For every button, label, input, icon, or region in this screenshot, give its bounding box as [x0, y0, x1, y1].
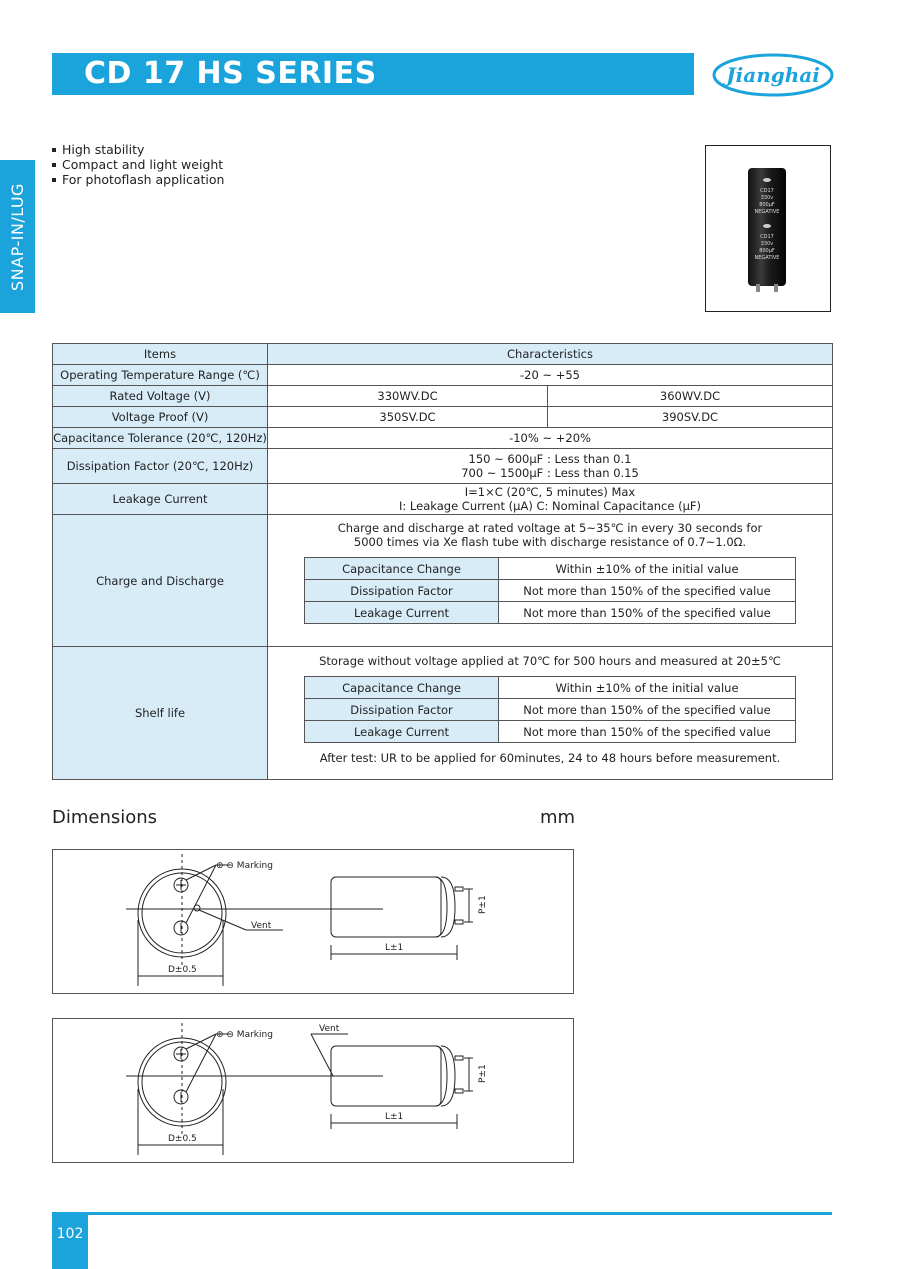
leakage-line: I=1×C (20℃, 5 minutes) Max: [464, 485, 636, 499]
page-number: 102: [56, 1226, 84, 1242]
dimension-drawing-2: [52, 1018, 574, 1163]
photo-marking: CD17: [760, 188, 774, 194]
row-label: Rated Voltage (V): [53, 386, 268, 407]
sub-key: Leakage Current: [305, 721, 499, 743]
sub-value: Not more than 150% of the specified value: [499, 580, 796, 602]
charge-subtable: [304, 557, 796, 624]
row-label: Charge and Discharge: [53, 515, 268, 647]
sub-key: Capacitance Change: [305, 677, 499, 699]
photo-marking: 800µF: [759, 248, 775, 254]
length-label: L±1: [385, 1112, 404, 1122]
row-value: 330WV.DC: [268, 386, 548, 407]
photo-marking: NEGATIVE: [754, 255, 780, 261]
feature-item: For photoflash application: [52, 173, 224, 188]
shelf-subtable: [304, 676, 796, 743]
sub-key: Dissipation Factor: [305, 699, 499, 721]
side-tab-label: SNAP-IN/LUG: [8, 183, 27, 291]
pitch-label: P±1: [478, 895, 488, 914]
row-value: [268, 515, 833, 647]
sub-value: Not more than 150% of the specified value: [499, 699, 796, 721]
row-value: -10% ~ +20%: [268, 428, 833, 449]
charge-line: 5000 times via Xe flash tube with discharge resistance of 0.7~1.0Ω.: [353, 535, 747, 549]
footer-line: [52, 1212, 832, 1215]
pitch-label: P±1: [478, 1064, 488, 1083]
header-items: Items: [53, 344, 268, 365]
logo-text: Jianghai: [726, 63, 820, 87]
dissipation-line: 150 ~ 600µF : Less than 0.1: [468, 452, 632, 466]
diameter-label: D±0.5: [168, 1134, 197, 1144]
row-value: -20 ~ +55: [268, 365, 833, 386]
row-label: Shelf life: [53, 647, 268, 780]
marking-label: ⊕ ⊖ Marking: [216, 1030, 273, 1040]
shelf-after: After test: UR to be applied for 60minutes, 24 to 48 hours before measurement.: [319, 751, 781, 765]
series-title: CD 17 HS SERIES: [84, 56, 377, 91]
photo-marking: 330v: [760, 241, 774, 247]
charge-line: Charge and discharge at rated voltage at 5~35℃ in every 30 seconds for: [337, 521, 763, 535]
row-value: 360WV.DC: [548, 386, 833, 407]
row-label: Operating Temperature Range (℃): [53, 365, 268, 386]
dimensions-unit: mm: [540, 807, 576, 828]
sub-key: Capacitance Change: [305, 558, 499, 580]
sub-value: Within ±10% of the initial value: [499, 558, 796, 580]
row-label: Voltage Proof (V): [53, 407, 268, 428]
photo-marking: 800µF: [759, 202, 775, 208]
sub-key: Dissipation Factor: [305, 580, 499, 602]
spec-table: [52, 343, 833, 780]
row-label: Dissipation Factor (20℃, 120Hz): [53, 449, 268, 484]
sub-value: Not more than 150% of the specified value: [499, 602, 796, 624]
sub-value: Not more than 150% of the specified value: [499, 721, 796, 743]
feature-item: High stability: [52, 143, 224, 158]
jianghai-logo: [712, 52, 834, 98]
marking-label: ⊕ ⊖ Marking: [216, 861, 273, 871]
row-value: [268, 647, 833, 780]
header-characteristics: Characteristics: [268, 344, 833, 365]
row-value: [268, 449, 833, 484]
shelf-intro: Storage without voltage applied at 70℃ for 500 hours and measured at 20±5℃: [319, 654, 781, 668]
row-value: 390SV.DC: [548, 407, 833, 428]
photo-marking: CD17: [760, 234, 774, 240]
vent-label: Vent: [319, 1024, 340, 1034]
row-value: 350SV.DC: [268, 407, 548, 428]
row-label: Leakage Current: [53, 484, 268, 515]
photo-marking: NEGATIVE: [754, 209, 780, 215]
product-photo: [705, 145, 831, 312]
row-label: Capacitance Tolerance (20℃, 120Hz): [53, 428, 268, 449]
dissipation-line: 700 ~ 1500µF : Less than 0.15: [461, 466, 639, 480]
row-value: [268, 484, 833, 515]
vent-label: Vent: [251, 921, 272, 931]
length-label: L±1: [385, 943, 404, 953]
dimension-drawing-1: [52, 849, 574, 994]
diameter-label: D±0.5: [168, 965, 197, 975]
sub-key: Leakage Current: [305, 602, 499, 624]
leakage-line: I: Leakage Current (µA) C: Nominal Capacitance (µF): [399, 499, 701, 513]
feature-item: Compact and light weight: [52, 158, 224, 173]
feature-list: [52, 143, 224, 187]
page-number-box: [52, 1215, 88, 1269]
sub-value: Within ±10% of the initial value: [499, 677, 796, 699]
photo-marking: 330v: [760, 195, 774, 201]
dimensions-title: Dimensions: [52, 807, 158, 828]
